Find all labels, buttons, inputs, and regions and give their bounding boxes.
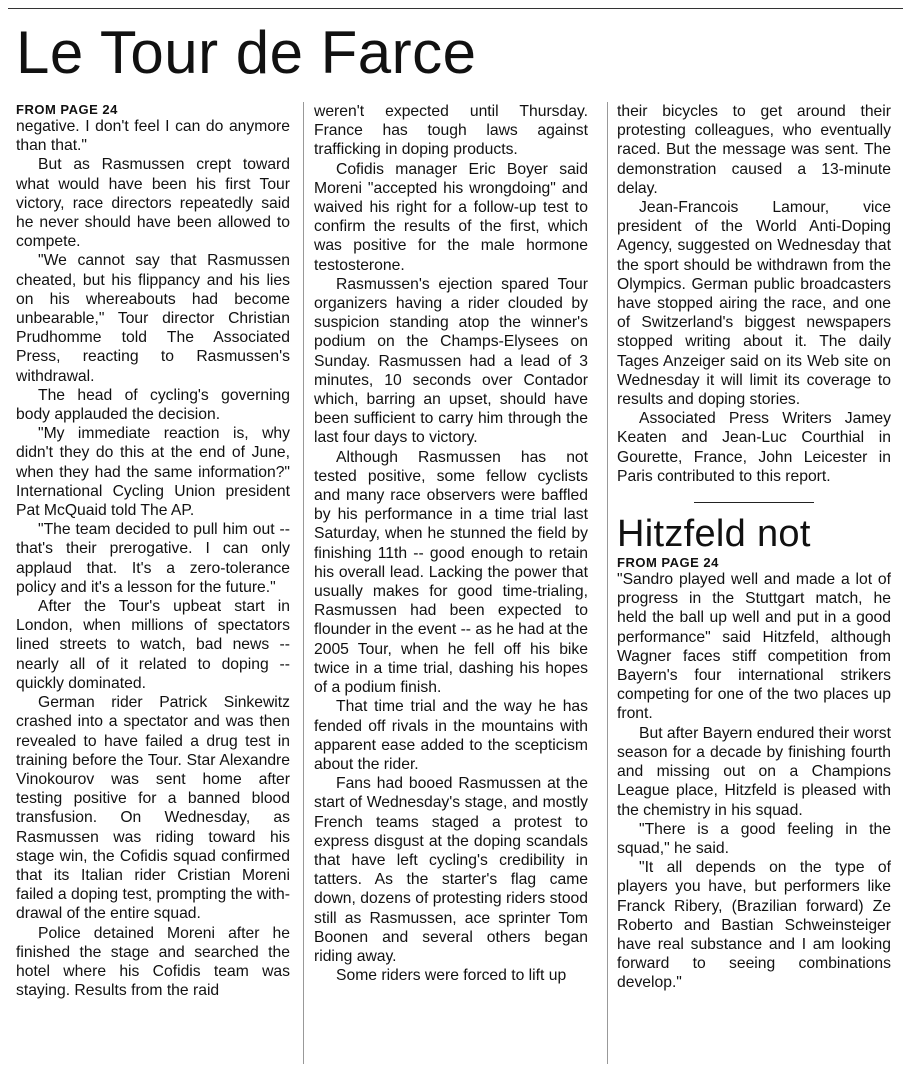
from-page-kicker: FROM PAGE 24 — [16, 102, 118, 117]
paragraph: Rasmussen's ejection spared Tour organizers having a rider clouded by suspicion standing atop the winner's podium on the Champs-Elysees on Sunday. Rasmussen had a lead of 3 minutes, 10 seconds over Contador which, barring an upset, should have been sufficient to carry him through the last four days to victory. — [314, 275, 588, 447]
headline: Le Tour de Farce — [16, 19, 477, 86]
paragraph: "There is a good feeling in the squad," he said. — [617, 820, 891, 857]
paragraph: German rider Patrick Sinkewitz crashed into a spectator and was then revealed to have failed a drug test in training before the Tour. Star Alexandre Vinokourov was sent home after testing positive for a banned blood transfusion. On Wednesday, as Rasmussen was riding toward his stage win, the Cofidis squad confirmed that its Italian rider Cristian Moreni failed a doping test, prompting the withdrawal of the entire squad. — [16, 694, 290, 923]
paragraph: "Sandro played well and made a lot of progress in the Stuttgart match, he held the ball up well and put in a good performance" said Hitzfeld, although Wagner faces stiff competition from Bayern's four international strikers competing for one of the two places up front. — [617, 571, 891, 723]
second-story-headline: Hitzfeld not — [617, 513, 811, 556]
paragraph: Jean-Francois Lamour, vice president of the World Anti-Doping Agency, suggested on Wednesday that the sport should be withdrawn from the Olympics. German public broadcasters have stopped airing the race, and one of Switzerland's biggest newspapers stopped writing about it. The daily Tages Anzeiger said on its Web site on Wednesday it will limit its coverage to results and doping stories. — [617, 199, 891, 409]
column-rule — [607, 102, 608, 1064]
paragraph: Fans had booed Rasmussen at the start of Wednesday's stage, and mostly French teams staged a protest to express disgust at the doping scandals that have left cycling's credibility in tatters. As the starter's flag came down, dozens of protesting riders stood still as Rasmussen, ace sprinter Tom Boonen and several others began riding away. — [314, 775, 588, 965]
paragraph: Police detained Moreni after he finished the stage and searched the hotel where his Cofidis team was staying. Results from the raid — [16, 924, 290, 1000]
paragraph: After the Tour's upbeat start in London, when millions of spectators lined streets to watch, bad news -- nearly all of it related to doping -- quickly dominated. — [16, 598, 290, 692]
paragraph: negative. I don't feel I can do anymore than that." — [16, 118, 290, 155]
column-2 — [314, 102, 588, 985]
paragraph: "My immediate reaction is, why didn't they do this at the end of June, when they had the same information?" International Cycling Union president Pat McQuaid told The AP. — [16, 425, 290, 520]
paragraph: "It all depends on the type of players you have, but performers like Franck Ribery, (Brazilian forward) Ze Roberto and Bastian Schweinsteiger have real substance and I am looking forward to seeing combinations develop." — [617, 859, 891, 992]
paragraph: Associated Press Writers Jamey Keaten and Jean-Luc Courthial in Gourette, France, John Leicester in Paris contributed to this report. — [617, 410, 891, 485]
story-separator — [694, 502, 814, 503]
paragraph: "We cannot say that Rasmussen cheated, but his flippancy and his lies on his whereabouts had become unbearable," Tour director Christian Prudhomme told The Associated Press, reacting to Rasmussen's withdrawal. — [16, 252, 290, 385]
column-1 — [16, 102, 290, 1000]
column-3 — [617, 102, 891, 993]
paragraph: That time trial and the way he has fended off rivals in the mountains with apparent ease added to the scepticism about the rider. — [314, 698, 588, 773]
top-rule — [8, 8, 903, 9]
paragraph: their bicycles to get around their protesting colleagues, who eventually raced. But the message was sent. The demonstration caused a 13-minute delay. — [617, 103, 891, 197]
paragraph: But after Bayern endured their worst season for a decade by finishing fourth and missing out on a Champions League place, Hitzfeld is pleased with the chemistry in his squad. — [617, 724, 892, 819]
paragraph: The head of cycling's governing body applauded the decision. — [16, 386, 290, 424]
column-rule — [303, 102, 304, 1064]
paragraph: weren't expected until Thursday. France has tough laws against trafficking in doping products. — [314, 103, 588, 159]
paragraph: But as Rasmussen crept toward what would have been his first Tour victory, race directors repeatedly said he never should have been allowed to compete. — [16, 156, 290, 251]
paragraph: Some riders were forced to lift up — [336, 967, 567, 985]
from-page-kicker: FROM PAGE 24 — [617, 555, 719, 571]
paragraph: "The team decided to pull him out -- that's their prerogative. I can only applaud that. It's a zero-tolerance policy and it's a lesson for the future." — [16, 521, 290, 596]
paragraph: Cofidis manager Eric Boyer said Moreni "accepted his wrongdoing" and waived his right for a follow-up test to confirm the results of the first, which was positive for the male hormone testosterone. — [314, 160, 588, 274]
paragraph: Although Rasmussen has not tested positive, some fellow cyclists and many race observers were baffled by his performance in a time trial last Saturday, when he stunned the field by finishing 11th -- good enough to retain his overall lead. Lacking the power that usually makes for good time-trialing, Rasmussen had been expected to flounder in the event -- as he had at the 2005 Tour, when he fell off his bike twice in a time trial, dashing his hopes of a podium finish. — [314, 448, 588, 697]
